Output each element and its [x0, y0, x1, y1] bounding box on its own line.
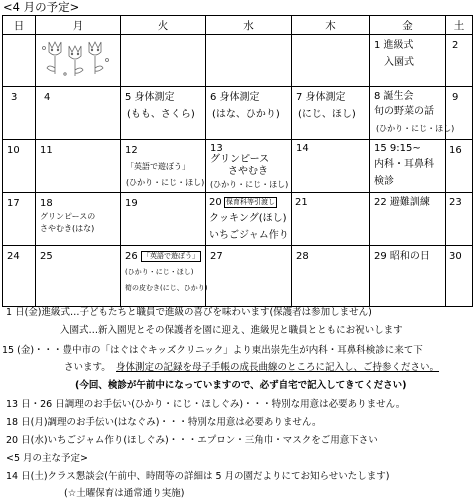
- day-cell: [370, 193, 446, 246]
- class-names: (ひかり・にじ・ほし): [126, 178, 205, 187]
- day-cell: [121, 193, 206, 246]
- day-cell: [121, 246, 206, 307]
- note-line: さいます。: [64, 362, 111, 373]
- note-line: 20 日(水)いちごジャム作り(ほしぐみ)・・・エプロン・三角巾・マスクをご用意下さい: [6, 435, 378, 446]
- day-cell: [446, 87, 473, 140]
- day-cell: [292, 140, 370, 193]
- week-row: [3, 35, 473, 87]
- weekday-sun: 日: [3, 16, 36, 35]
- day-cell: [370, 246, 446, 307]
- day-cell: [206, 140, 292, 193]
- note-line: 15 (金)・・・豊中市の「はぐはぐキッズクリニック」より東出崇先生が内科・耳鼻科検診に来て下: [2, 345, 423, 356]
- event-text: 「英語で遊ぼう」: [143, 252, 199, 260]
- tulip-illustration-icon: [41, 38, 111, 80]
- week-row: [3, 193, 473, 246]
- note-line: 入園式…新入園児とその保護者を園に迎え、進級児と職員とともにお祝いします: [60, 325, 403, 336]
- note-line: 14 日(土)クラス懇談会(午前中、時間等の詳細は 5 月の園だよりにてお知らせいたします): [6, 471, 390, 482]
- event-text: クッキング(ほし): [209, 213, 287, 224]
- event-text: 入園式: [384, 57, 414, 68]
- day-number: 4: [44, 92, 51, 103]
- event-text: 「英語で遊ぼう」: [126, 162, 190, 171]
- event-text: 29 昭和の日: [374, 251, 430, 262]
- day-number: 17: [7, 198, 20, 209]
- event-text: 1 進級式: [374, 40, 414, 51]
- day-cell: [3, 87, 36, 140]
- event-text: 旬の野菜の話: [374, 106, 434, 117]
- week-row: [3, 87, 473, 140]
- day-number: 16: [449, 145, 462, 156]
- class-names: (ひかり・にじ・ほし): [376, 124, 455, 133]
- weekday-wed: 水: [206, 16, 292, 35]
- event-text: 内科・耳鼻科: [374, 159, 434, 170]
- day-number: 10: [7, 145, 20, 156]
- event-text: 8 誕生会: [374, 91, 414, 102]
- day-number: 21: [295, 197, 308, 208]
- day-cell: [36, 246, 121, 307]
- day-cell: [292, 193, 370, 246]
- event-text: (はな、ひかり): [212, 109, 280, 120]
- day-cell: [3, 35, 36, 87]
- handover-badge: 保育科等引渡し: [226, 198, 275, 206]
- event-text: 7 身体測定: [296, 92, 346, 103]
- day-cell: [370, 87, 455, 140]
- day-number: 27: [210, 251, 223, 262]
- day-number: 14: [296, 143, 309, 154]
- day-cell: [36, 87, 121, 140]
- day-cell: [36, 140, 121, 193]
- day-cell: [292, 87, 370, 140]
- day-number: 19: [125, 198, 138, 209]
- page-heading: <4 月の予定>: [3, 0, 80, 14]
- class-names: (ひかり・にじ・ほし): [210, 180, 289, 189]
- note-line: (☆土曜保育は通常通り実施): [64, 488, 185, 499]
- day-number: 28: [296, 251, 309, 262]
- day-number: 13: [210, 143, 223, 154]
- day-cell: [446, 140, 473, 193]
- day-number: 11: [40, 145, 53, 156]
- event-text: さやむき: [228, 166, 268, 177]
- day-cell: [446, 246, 473, 307]
- event-text: 筍の皮むき(にじ、ひかり): [125, 284, 208, 292]
- april-calendar: [2, 15, 473, 307]
- note-line-underlined: 身体測定の記録を母子手帳の成長曲線のところに記入し、ご持参ください。: [116, 362, 440, 373]
- event-text: グリンピースの: [40, 212, 96, 221]
- day-number: 12: [125, 145, 138, 156]
- weekday-mon: 月: [36, 16, 121, 35]
- note-line: 13 日・26 日調理のお手伝い(ひかり・にじ・ほしぐみ)・・・特別な用意は必要ありません。: [6, 399, 406, 410]
- weekday-tue: 火: [121, 16, 206, 35]
- day-number: 18: [40, 198, 53, 209]
- weekday-sat: 土: [446, 16, 473, 35]
- day-cell: [121, 87, 206, 140]
- event-text: グリンピース: [210, 154, 270, 165]
- day-cell: [3, 246, 36, 307]
- day-number: 26: [125, 251, 138, 262]
- event-text: 6 身体測定: [210, 92, 260, 103]
- note-line-bold: (今回、検診が午前中になっていますので、必ず自宅で記入してきてください): [75, 380, 407, 391]
- event-text: 15 9:15~: [374, 143, 421, 154]
- day-number: 30: [449, 251, 462, 262]
- day-number: 20: [209, 197, 222, 208]
- day-cell: [36, 35, 121, 87]
- note-line: 18 日(月)調理のお手伝い(はなぐみ)・・・特別な用意は必要ありません。: [6, 417, 322, 428]
- day-cell: [206, 87, 292, 140]
- day-number: 25: [40, 251, 53, 262]
- event-text: 検診: [374, 176, 394, 187]
- event-text: さやむき(はな): [40, 224, 95, 233]
- day-cell: [121, 140, 206, 193]
- day-cell: [206, 193, 292, 246]
- week-row: [3, 140, 473, 193]
- section-heading-may: <5 月の主な予定>: [6, 453, 88, 464]
- day-cell: [206, 35, 292, 87]
- day-number: 3: [11, 92, 18, 103]
- day-number: 24: [7, 251, 20, 262]
- day-cell: [206, 246, 292, 307]
- day-cell: [3, 140, 36, 193]
- week-row: [3, 246, 473, 307]
- weekday-fri: 金: [370, 16, 446, 35]
- day-cell: [36, 193, 121, 246]
- weekday-thu: 木: [292, 16, 370, 35]
- day-number: 9: [452, 92, 459, 103]
- day-cell: [292, 35, 370, 87]
- day-cell: [3, 193, 36, 246]
- day-cell: [446, 35, 473, 87]
- note-line: 1 日(金)進級式…子どもたちと職員で進級の喜びを味わいます(保護者は参加しません): [6, 307, 372, 318]
- event-text: いちごジャム作り: [209, 230, 289, 241]
- day-cell: [370, 140, 446, 193]
- day-cell: [370, 35, 446, 87]
- event-text: (もも、さくら): [127, 109, 195, 120]
- weekday-header-row: [3, 16, 473, 35]
- day-number: 2: [452, 40, 459, 51]
- class-names: (ひかり・にじ・ほし): [125, 268, 194, 276]
- day-number: 23: [449, 197, 462, 208]
- event-text: (にじ、ほし): [298, 109, 356, 120]
- event-text: 5 身体測定: [125, 92, 175, 103]
- day-cell: [446, 193, 473, 246]
- event-text: 22 避難訓練: [374, 197, 430, 208]
- day-cell: [292, 246, 370, 307]
- day-cell: [121, 35, 206, 87]
